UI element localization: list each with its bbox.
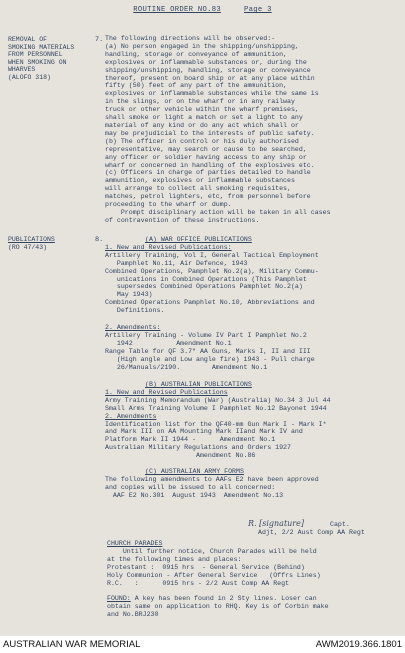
- section-c-text: The following amendments to AAFs E2 have been approved and copies will be issued to all concerned: AAF E2 No.301 August 1943 Amendment No.13: [105, 475, 319, 499]
- found-notice: [107, 595, 403, 619]
- para7-number: 7.: [95, 36, 104, 44]
- para7-margin-note: REMOVAL OF SMOKING MATERIALS FROM PERSONNEL WHEN SMOKING ON WHARVES (ALOFO 318): [8, 36, 75, 81]
- section-a2-text: Artillery Training - Volume IV Part I Pamphlet No.2 1942 Amendment No.1 Range Table for QF 3.7" AA Guns, Marks I, II and III (High angle and Low angle fire) 1943 - Pull charge 26/Manuals/2190. Amendment No.1: [105, 331, 315, 371]
- para7-text: The following directions will be observed:- (a) No person engaged in the shipping/unshipping, handling, storage or conveyance of ammunition, explosives or inflammable substances or, during the shipping/unshipping, handling, storage or conveyance thereof, present on board ship or at any place within fifty (50) feet of any part of the ammunition, explosives or inflammable substances while the same is in the slings, or on the wharf or in any railway truck or other vehicle within the wharf premises, shall smoke or light a match or set a light to any material of any kind or do any act which shall or may be prejudicial to the interests of public safety. (b) The officer in control or his duly authorised representative, may search or cause to be searched, any officer or soldier having access to any ship or wharf or concerned in handling of the explosives etc. (c) Officers in charge of parties detailed to handle ammunition, explosives or inflammable substances will arrange to collect all smoking requisites, matches, petrol lighters, etc, from personnel before proceeding to the wharf or dump. Prompt disciplinary action will be taken in all cases of contravention of these instructions.: [105, 35, 331, 224]
- para8-section-a2: [105, 324, 401, 371]
- section-a-heading: (A) WAR OFFICE PUBLICATIONS: [145, 236, 252, 243]
- found-text: A key has been found in 2 Sty lines. Loser can obtain same on application to RHQ. Key is of Corbin make and No.BRJ230: [107, 595, 329, 618]
- found-label: FOUND:: [107, 595, 131, 602]
- institution-name: AUSTRALIAN WAR MEMORIAL: [3, 639, 141, 650]
- section-a1-text: Artillery Training, Vol I, General Tactical Employment Pamphlet No.11, Air Defence, 1943 Combined Operations, Pamphlet No.2(a), Military Commu- unications in Combined Operations (This Pamphlet supersedes Combined Operations Pamphlet No.2(a) May 1943) Combined Operations Pamphlet No.10, Abbreviations and Definitions.: [105, 251, 319, 315]
- section-b1-text: Army Training Memorandum (War) (Australia) No.34 3 Jul 44 Small Arms Training Volume I Pamphlet No.12 Bayonet 1944: [105, 396, 331, 412]
- church-heading: CHURCH PARADES: [107, 540, 163, 547]
- church-parades-section: [107, 540, 403, 587]
- section-b2-text: Identification list for the QF40-mm Gun Mark I - Mark I* and Mark III on AA Mounting Mark IIand Mark IV and Platform Mark II 1944 - Amendment No.1 Australian Military Regulations and Orders 1927 Amendment No.86: [105, 420, 327, 460]
- section-b1-heading: 1. New and Revised Publications: [105, 388, 228, 396]
- accession-number: AWM2019.366.1801: [315, 639, 402, 650]
- para8-number: 8.: [95, 236, 104, 244]
- section-c-heading: (C) AUSTRALIAN ARMY FORMS: [145, 468, 244, 475]
- section-a1-heading: 1. New and Revised Publications:: [105, 243, 232, 251]
- signature-appointment: Adjt, 2/2 Aust Comp AA Regt: [258, 529, 365, 536]
- page-number: Page 3: [244, 6, 272, 14]
- order-title: ROUTINE ORDER NO.83: [133, 6, 221, 14]
- church-text: Until further notice, Church Parades will be held at the following times and places: Protestant : 0915 hrs - General Service (Behind) Holy Communion - After General Service (Offrs Lines) R.C. : 0915 hrs - 2/2 Aust Comp AA Regt: [107, 547, 321, 587]
- para8-section-a: [105, 236, 401, 315]
- para8-margin-ref: (RO 47/43): [8, 243, 48, 251]
- para8-section-b: [105, 381, 401, 460]
- para8-margin-title: PUBLICATIONS: [8, 236, 55, 243]
- section-a2-heading: 2. Amendments:: [105, 324, 161, 331]
- section-b2-heading: 2. Amendments: [105, 412, 157, 420]
- signature-scrawl: R. [signature]: [248, 519, 304, 528]
- order-header: [0, 6, 405, 14]
- caption-bar: [0, 636, 405, 653]
- signature-rank: Capt.: [330, 521, 350, 528]
- section-b-heading: (B) AUSTRALIAN PUBLICATIONS: [145, 381, 252, 388]
- para8-section-c: [105, 468, 401, 500]
- para8-margin-note: [8, 236, 55, 251]
